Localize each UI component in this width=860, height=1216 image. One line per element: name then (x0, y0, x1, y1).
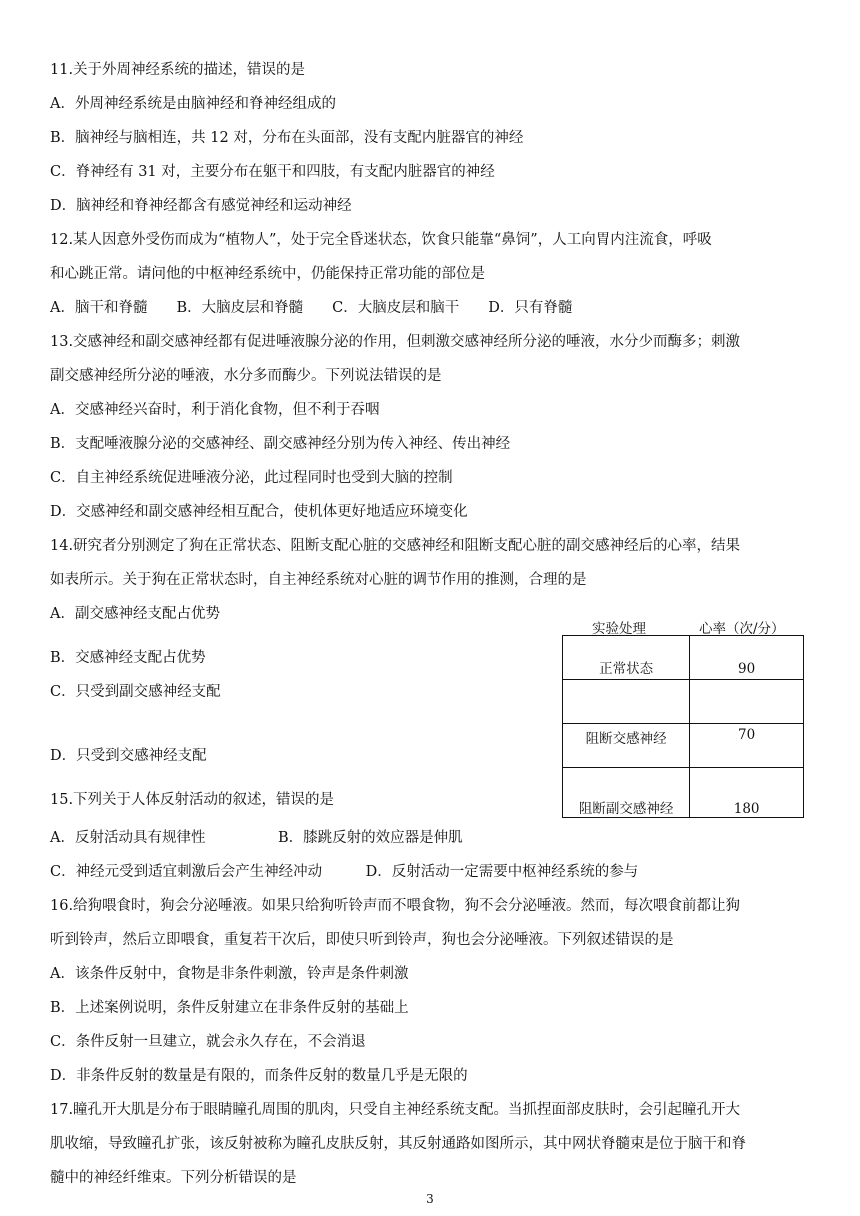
text-line-q17-1: 17.瞳孔开大肌是分布于眼睛瞳孔周围的肌肉，只受自主神经系统支配。当抓捏面部皮肤时，会引起瞳孔开大 (50, 1102, 741, 1118)
text-line-q17-2: 肌收缩，导致瞳孔扩张，该反射被称为瞳孔皮肤反射，其反射通路如图所示，其中网状脊髓束是位于脑干和脊 (50, 1136, 746, 1152)
page-number: 3 (426, 1192, 434, 1206)
cell-treatment (563, 680, 690, 724)
header-heart-rate: 心率（次/分） (699, 621, 785, 637)
cell-rate: 180 (690, 768, 804, 818)
text-line-q16d: D．非条件反射的数量是有限的，而条件反射的数量几乎是无限的 (50, 1068, 468, 1084)
text-line-q12-2: 和心跳正常。请问他的中枢神经系统中，仍能保持正常功能的部位是 (50, 266, 485, 282)
header-treatment: 实验处理 (592, 621, 646, 637)
text-line-q14a: A．副交感神经支配占优势 (50, 606, 220, 622)
text-line-q15ab: A．反射活动具有规律性 B．膝跳反射的效应器是伸肌 (50, 830, 463, 846)
text-line-q14c: C．只受到副交感神经支配 (50, 684, 221, 700)
text-line-q16b: B．上述案例说明，条件反射建立在非条件反射的基础上 (50, 1000, 409, 1016)
text-line-q17-3: 髓中的神经纤维束。下列分析错误的是 (50, 1170, 297, 1186)
text-line-q16-1: 16.给狗喂食时，狗会分泌唾液。如果只给狗听铃声而不喂食物，狗不会分泌唾液。然而，每次喂食前都让狗 (50, 898, 741, 914)
text-line-q15cd: C．神经元受到适宜刺激后会产生神经冲动 D．反射活动一定需要中枢神经系统的参与 (50, 864, 639, 880)
text-line-q14-1: 14.研究者分别测定了狗在正常状态、阻断支配心脏的交感神经和阻断支配心脏的副交感神经后的心率，结果 (50, 538, 741, 554)
table-row (563, 768, 804, 818)
text-line-q12-1: 12.某人因意外受伤而成为“植物人”，处于完全昏迷状态，饮食只能靠“鼻饲”，人工向胃内注流食，呼吸 (50, 232, 712, 248)
text-line-q13-2: 副交感神经所分泌的唾液，水分多而酶少。下列说法错误的是 (50, 368, 442, 384)
text-line-q16-2: 听到铃声，然后立即喂食，重复若干次后，即使只听到铃声，狗也会分泌唾液。下列叙述错误的是 (50, 932, 674, 948)
table-row (563, 724, 804, 768)
text-line-q11b: B．脑神经与脑相连，共 12 对，分布在头面部，没有支配内脏器官的神经 (50, 130, 524, 146)
text-line-q16c: C．条件反射一旦建立，就会永久存在，不会消退 (50, 1034, 366, 1050)
cell-treatment: 阻断副交感神经 (563, 768, 690, 818)
cell-treatment: 阻断交感神经 (563, 724, 690, 768)
text-line-q13a: A．交感神经兴奋时，利于消化食物，但不利于吞咽 (50, 402, 380, 418)
text-line-q13d: D．交感神经和副交感神经相互配合，使机体更好地适应环境变化 (50, 504, 468, 520)
cell-treatment: 正常状态 (563, 636, 690, 680)
table-body (562, 635, 804, 818)
text-line-q13c: C．自主神经系统促进唾液分泌，此过程同时也受到大脑的控制 (50, 470, 453, 486)
text-line-q12opts: A．脑干和脊髓 B．大脑皮层和脊髓 C．大脑皮层和脑干 D．只有脊髓 (50, 300, 573, 316)
text-line-q15: 15.下列关于人体反射活动的叙述，错误的是 (50, 792, 335, 808)
text-line-q14d: D．只受到交感神经支配 (50, 748, 207, 764)
text-line-q13b: B．支配唾液腺分泌的交感神经、副交感神经分别为传入神经、传出神经 (50, 436, 511, 452)
text-line-q11c: C．脊神经有 31 对，主要分布在躯干和四肢，有支配内脏器官的神经 (50, 164, 495, 180)
text-line-q11: 11.关于外周神经系统的描述，错误的是 (50, 62, 306, 78)
text-line-q14b: B．交感神经支配占优势 (50, 650, 206, 666)
cell-rate: 70 (690, 724, 804, 768)
cell-rate: 90 (690, 636, 804, 680)
table-row (563, 636, 804, 680)
text-line-q14-2: 如表所示。关于狗在正常状态时，自主神经系统对心脏的调节作用的推测，合理的是 (50, 572, 587, 588)
table-header (562, 617, 804, 635)
table-row (563, 680, 804, 724)
text-line-q11d: D．脑神经和脊神经都含有感觉神经和运动神经 (50, 198, 352, 214)
cell-rate (690, 680, 804, 724)
text-line-q16a: A．该条件反射中，食物是非条件刺激，铃声是条件刺激 (50, 966, 409, 982)
text-line-q11a: A．外周神经系统是由脑神经和脊神经组成的 (50, 96, 336, 112)
text-line-q13-1: 13.交感神经和副交感神经都有促进唾液腺分泌的作用，但刺激交感神经所分泌的唾液，水分少而酶多；刺激 (50, 334, 741, 350)
